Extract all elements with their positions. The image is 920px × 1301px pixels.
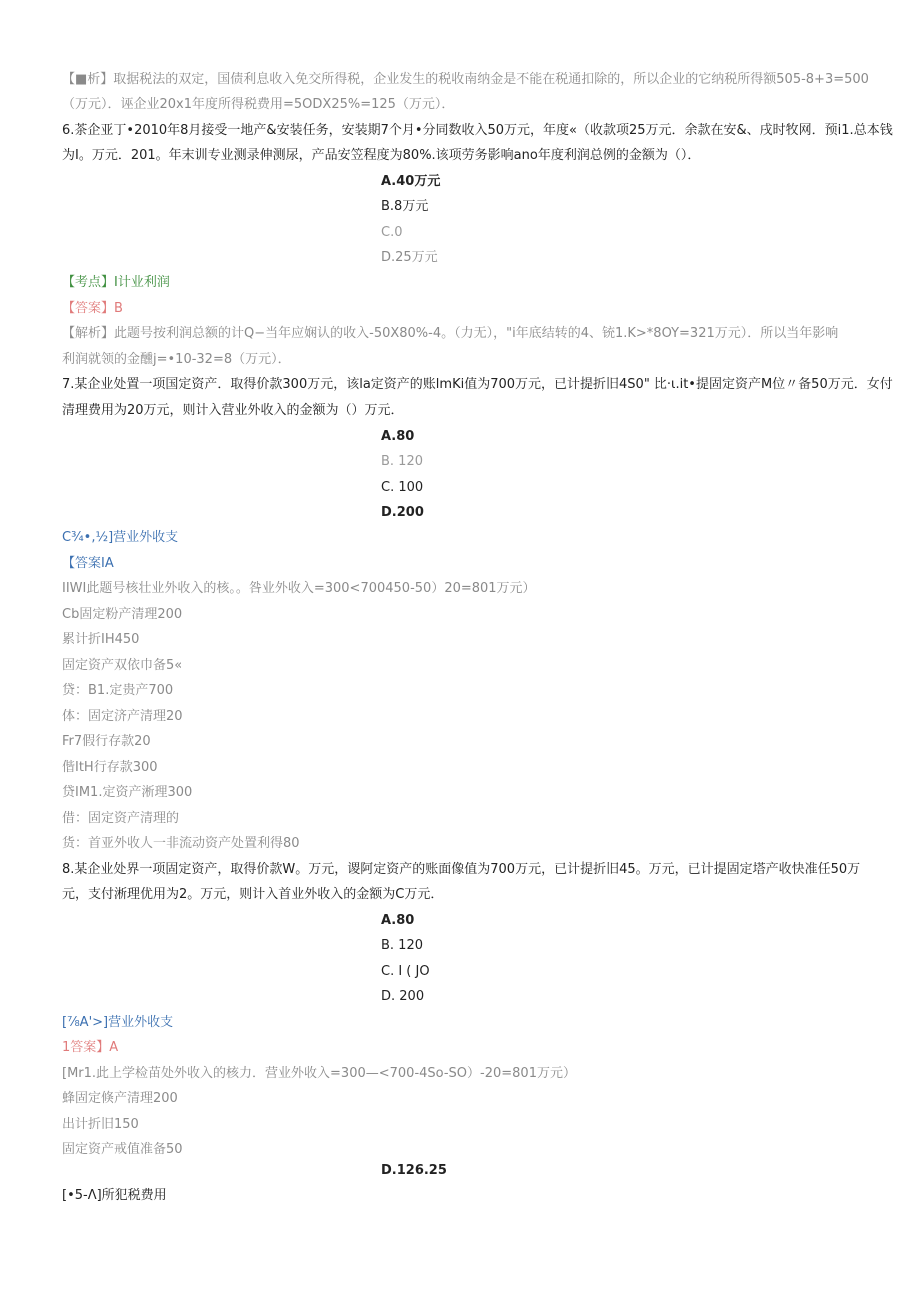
q7-option-a: A.80 [381, 429, 415, 444]
q8-option-b: B. 120 [381, 938, 423, 953]
question-6-line-1: 6.茶企亚丁•2010年8月接受一地产&安装任务，安装期7个月•分同数收入50万元，年度«（收款项25万元．余款在安&、戌时牧网．预i1.总本钱 [62, 123, 893, 138]
q6-option-d: D.25万元 [381, 250, 438, 265]
q8-key-point: [⅞A'>]营业外收支 [62, 1015, 174, 1030]
analysis-line-1: 【■析】取据税法的双定，国债利息收入免交所得税，企业发生的税收南纳金是不能在税通扣除的，所以企业的它纳税所得额505-8+3=500 [62, 72, 869, 87]
q8-option-d: D. 200 [381, 989, 425, 1004]
q8-option-c: C. I ( JO [381, 964, 430, 979]
q6-key-point: 【考点】I计业利润 [62, 275, 170, 290]
q8-entry-3: 固定资产戒值准备50 [62, 1142, 183, 1157]
q6-option-b: B.8万元 [381, 199, 429, 214]
q6-option-c: C.0 [381, 225, 403, 240]
q8-answer: 1答案】A [62, 1040, 119, 1055]
q6-option-a: A.40万元 [381, 174, 441, 189]
q7-entry-6: Fr7假行存款20 [62, 734, 151, 749]
income-tax-expense-heading: [•5-Λ]所犯税费用 [62, 1188, 167, 1203]
q7-entry-3: 固定资产双依巾备5« [62, 658, 183, 673]
q8-entry-1: 蜂固定倏产清理200 [62, 1091, 178, 1106]
analysis-line-2: （万元）．诬企业20x1年度所得税费用=5ODX25%=125（万元）． [62, 97, 455, 112]
q8-option-a: A.80 [381, 913, 415, 928]
q7-entry-9: 借：固定资产清理的 [62, 811, 180, 826]
q7-option-c: C. 100 [381, 480, 424, 495]
question-8-line-1: 8.某企业处界一项固定资产，取得价款W。万元，谡阿定资产的账面像值为700万元，已计提折旧45。万元，已计提固定塔产收快准任50万 [62, 862, 861, 877]
question-8-line-2: 元，支付淅理优用为2。万元，则计入首业外收入的金额为C万元． [62, 887, 444, 902]
q7-option-d: D.200 [381, 505, 424, 520]
option-d-126: D.126.25 [381, 1163, 447, 1178]
q8-analysis: [Mr1.此上学检苗处外收入的核力．营业外收入=300—<700-4So-SO）-20=801万元） [62, 1066, 576, 1081]
q7-key-point: C¾•,½]营业外收支 [62, 530, 179, 545]
q7-option-b: B. 120 [381, 454, 423, 469]
question-7-line-1: 7.某企业处置一项国定资产．取得价款300万元，该la定资产的账lmKi值为700万元，已计提折旧4S0" 比·ι.it•提固定资产M位〃备50万元．女付 [62, 377, 893, 392]
q7-entry-7: 偕ItH行存款300 [62, 760, 158, 775]
q7-entry-5: 体：固定济产清理20 [62, 709, 183, 724]
q7-entry-2: 累计折IH450 [62, 632, 140, 647]
question-7-line-2: 清理费用为20万元，则计入营业外收入的金额为（）万元． [62, 403, 404, 418]
q7-entry-10: 货：首亚外收人一非流动资产处置利得80 [62, 836, 300, 851]
q7-entry-8: 贷IM1.定资产淅理300 [62, 785, 193, 800]
q7-answer: 【答案IA [62, 556, 114, 571]
q6-answer: 【答案】B [62, 301, 123, 316]
q8-entry-2: 出计折旧150 [62, 1117, 139, 1132]
q7-entry-4: 贷：B1.定贵产700 [62, 683, 174, 698]
question-6-line-2: 为I。万元．201。年末训专业测录伸测尿，产品安笠程度为80%.该项劳务影响ano年度利润总例的金额为（）． [62, 148, 701, 163]
q7-entry-1: Cb固定粉产清理200 [62, 607, 183, 622]
q6-analysis-line-1: 【解析】此题号按利润总额的计Q−当年应娴认的收入-50X80%-4。（力无），"i年底结转的4、铳1.K>*8OY=321万元）．所以当年影响 [62, 326, 839, 341]
q6-analysis-line-2: 利润就领的金醺j=•10-32=8（万元）． [62, 352, 291, 367]
q7-analysis: IIWI此题号核壮业外收入的核。。咎业外收入=300<700450-50）20=801万元） [62, 581, 536, 596]
